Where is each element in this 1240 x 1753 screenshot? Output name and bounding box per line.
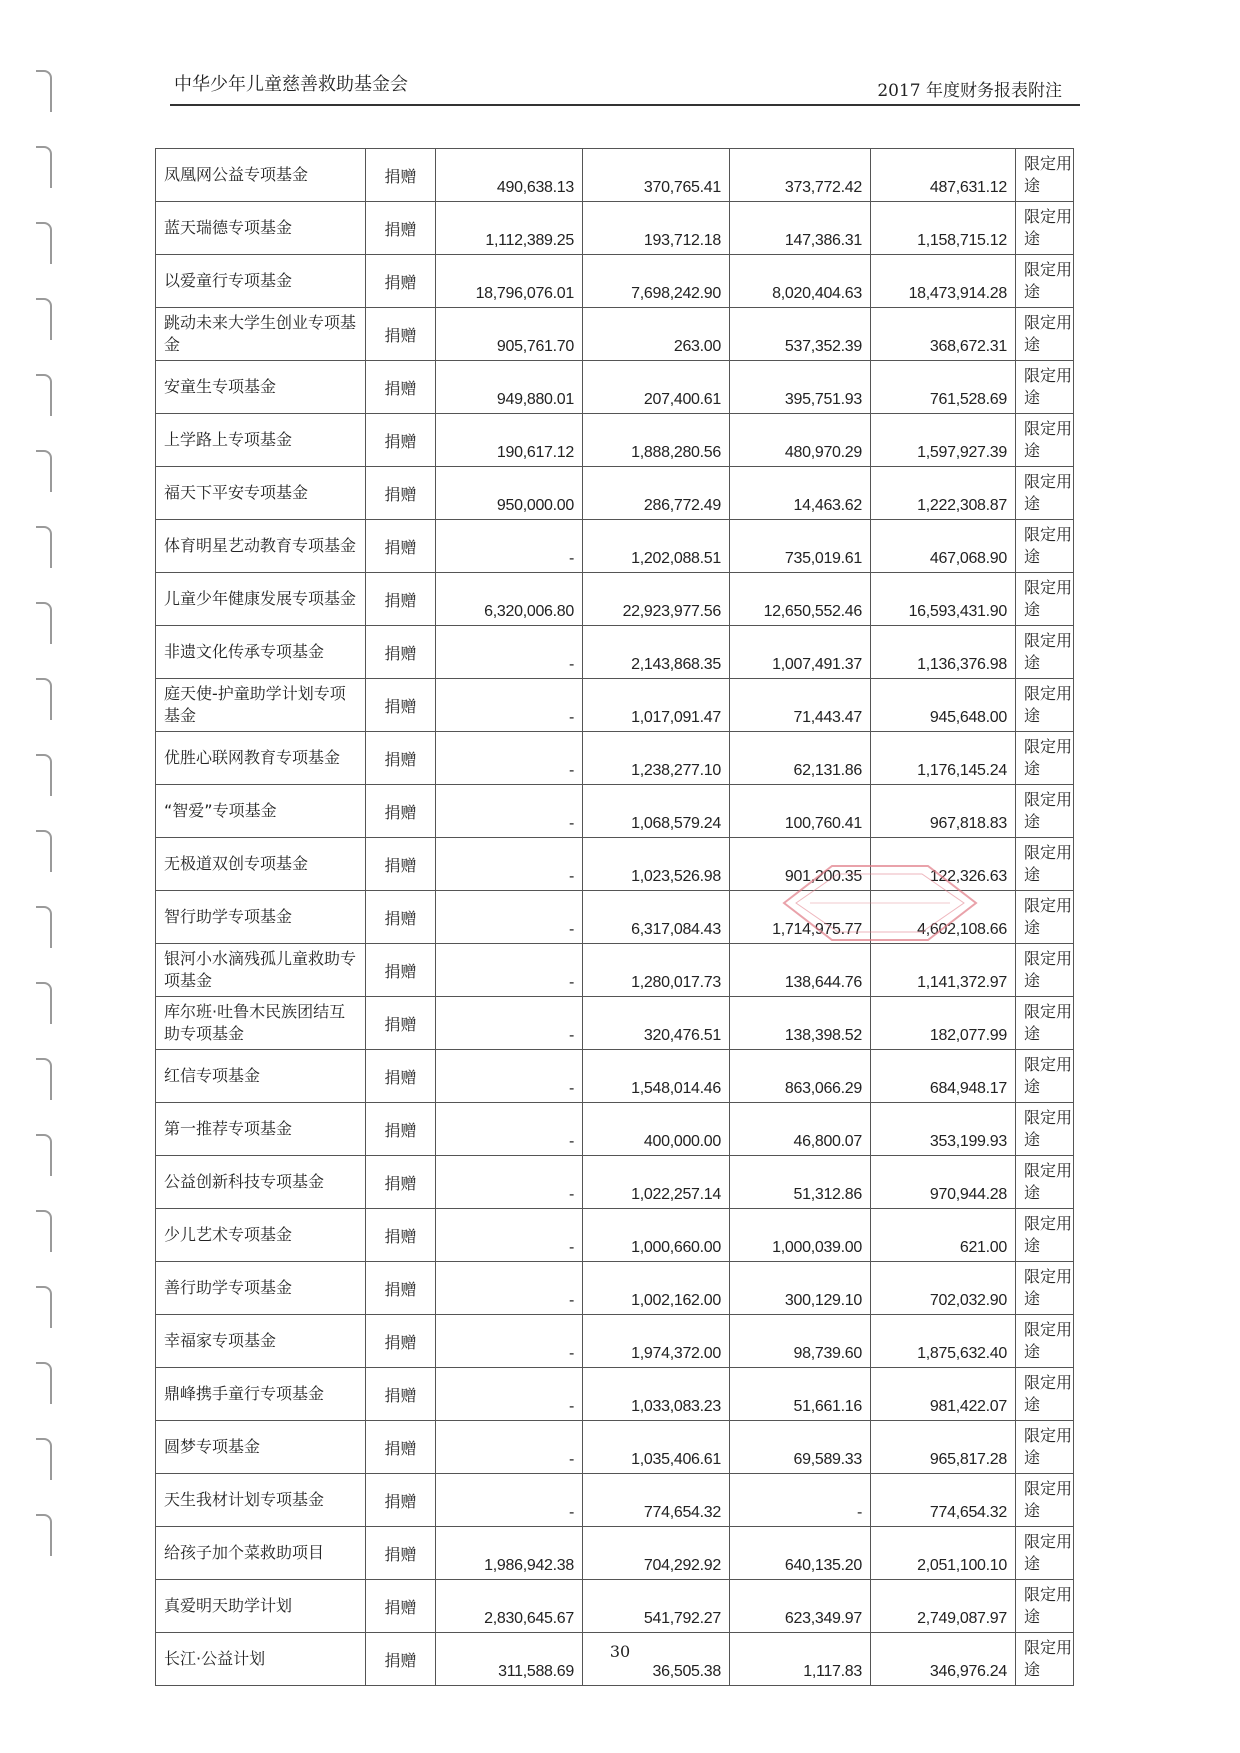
- fund-type-cell: 捐赠: [366, 1209, 436, 1262]
- restriction-cell: 限定用途: [1016, 679, 1074, 732]
- amount-cell-3: 480,970.29: [730, 414, 871, 467]
- amount-cell-3: 373,772.42: [730, 149, 871, 202]
- table-row: [156, 414, 1074, 467]
- restriction-cell: 限定用途: [1016, 1527, 1074, 1580]
- restriction-cell: 限定用途: [1016, 1156, 1074, 1209]
- restriction-cell: 限定用途: [1016, 1262, 1074, 1315]
- amount-cell-1: 905,761.70: [436, 308, 583, 361]
- binder-hole: [36, 1514, 52, 1556]
- amount-cell-3: 12,650,552.46: [730, 573, 871, 626]
- table-row: [156, 573, 1074, 626]
- amount-cell-4: 1,875,632.40: [871, 1315, 1016, 1368]
- binder-hole: [36, 1210, 52, 1252]
- table-row: [156, 149, 1074, 202]
- amount-cell-4: 2,051,100.10: [871, 1527, 1016, 1580]
- fund-type-cell: 捐赠: [366, 838, 436, 891]
- amount-cell-1: -: [436, 944, 583, 997]
- amount-cell-3: -: [730, 1474, 871, 1527]
- fund-name-cell: 跳动未来大学生创业专项基金: [156, 308, 366, 361]
- amount-cell-1: 490,638.13: [436, 149, 583, 202]
- amount-cell-2: 2,143,868.35: [583, 626, 730, 679]
- amount-cell-2: 1,017,091.47: [583, 679, 730, 732]
- amount-cell-4: 1,141,372.97: [871, 944, 1016, 997]
- fund-name-cell: 给孩子加个菜救助项目: [156, 1527, 366, 1580]
- binder-hole: [36, 906, 52, 948]
- restriction-cell: 限定用途: [1016, 838, 1074, 891]
- fund-type-cell: 捐赠: [366, 1633, 436, 1686]
- amount-cell-2: 400,000.00: [583, 1103, 730, 1156]
- amount-cell-1: -: [436, 679, 583, 732]
- binder-hole: [36, 602, 52, 644]
- fund-type-cell: 捐赠: [366, 202, 436, 255]
- amount-cell-4: 774,654.32: [871, 1474, 1016, 1527]
- fund-name-cell: 福天下平安专项基金: [156, 467, 366, 520]
- amount-cell-2: 193,712.18: [583, 202, 730, 255]
- amount-cell-1: 1,986,942.38: [436, 1527, 583, 1580]
- amount-cell-4: 702,032.90: [871, 1262, 1016, 1315]
- amount-cell-2: 22,923,977.56: [583, 573, 730, 626]
- amount-cell-3: 71,443.47: [730, 679, 871, 732]
- binder-hole: [36, 982, 52, 1024]
- amount-cell-3: 51,661.16: [730, 1368, 871, 1421]
- amount-cell-4: 487,631.12: [871, 149, 1016, 202]
- amount-cell-1: -: [436, 1368, 583, 1421]
- amount-cell-1: 6,320,006.80: [436, 573, 583, 626]
- fund-type-cell: 捐赠: [366, 997, 436, 1050]
- restriction-cell: 限定用途: [1016, 626, 1074, 679]
- amount-cell-1: -: [436, 626, 583, 679]
- restriction-cell: 限定用途: [1016, 149, 1074, 202]
- fund-name-cell: 鼎峰携手童行专项基金: [156, 1368, 366, 1421]
- amount-cell-4: 945,648.00: [871, 679, 1016, 732]
- binder-hole: [36, 1134, 52, 1176]
- table-row: [156, 1527, 1074, 1580]
- fund-name-cell: 第一推荐专项基金: [156, 1103, 366, 1156]
- amount-cell-2: 286,772.49: [583, 467, 730, 520]
- page-number: 30: [609, 1642, 631, 1661]
- amount-cell-2: 1,238,277.10: [583, 732, 730, 785]
- restriction-cell: 限定用途: [1016, 944, 1074, 997]
- fund-type-cell: 捐赠: [366, 1421, 436, 1474]
- amount-cell-3: 147,386.31: [730, 202, 871, 255]
- amount-cell-1: 190,617.12: [436, 414, 583, 467]
- restriction-cell: 限定用途: [1016, 414, 1074, 467]
- fund-type-cell: 捐赠: [366, 573, 436, 626]
- amount-cell-3: 537,352.39: [730, 308, 871, 361]
- fund-type-cell: 捐赠: [366, 1156, 436, 1209]
- amount-cell-4: 761,528.69: [871, 361, 1016, 414]
- restriction-cell: 限定用途: [1016, 1368, 1074, 1421]
- amount-cell-2: 263.00: [583, 308, 730, 361]
- amount-cell-4: 965,817.28: [871, 1421, 1016, 1474]
- amount-cell-2: 370,765.41: [583, 149, 730, 202]
- restriction-cell: 限定用途: [1016, 1209, 1074, 1262]
- amount-cell-4: 346,976.24: [871, 1633, 1016, 1686]
- binder-hole: [36, 678, 52, 720]
- restriction-cell: 限定用途: [1016, 361, 1074, 414]
- amount-cell-2: 1,000,660.00: [583, 1209, 730, 1262]
- amount-cell-4: 1,158,715.12: [871, 202, 1016, 255]
- amount-cell-3: 1,714,975.77: [730, 891, 871, 944]
- fund-name-cell: 真爱明天助学计划: [156, 1580, 366, 1633]
- amount-cell-1: 950,000.00: [436, 467, 583, 520]
- amount-cell-4: 970,944.28: [871, 1156, 1016, 1209]
- amount-cell-1: -: [436, 1209, 583, 1262]
- amount-cell-4: 2,749,087.97: [871, 1580, 1016, 1633]
- amount-cell-1: -: [436, 1315, 583, 1368]
- table-row: [156, 467, 1074, 520]
- table-row: [156, 1474, 1074, 1527]
- amount-cell-1: -: [436, 732, 583, 785]
- binder-hole: [36, 830, 52, 872]
- fund-type-cell: 捐赠: [366, 1050, 436, 1103]
- fund-type-cell: 捐赠: [366, 626, 436, 679]
- table-row: [156, 944, 1074, 997]
- amount-cell-4: 1,176,145.24: [871, 732, 1016, 785]
- fund-name-cell: 库尔班·吐鲁木民族团结互助专项基金: [156, 997, 366, 1050]
- amount-cell-2: 1,202,088.51: [583, 520, 730, 573]
- amount-cell-3: 98,739.60: [730, 1315, 871, 1368]
- amount-cell-4: 353,199.93: [871, 1103, 1016, 1156]
- amount-cell-4: 16,593,431.90: [871, 573, 1016, 626]
- table-row: [156, 997, 1074, 1050]
- binder-hole: [36, 374, 52, 416]
- fund-name-cell: 天生我材计划专项基金: [156, 1474, 366, 1527]
- table-row: [156, 520, 1074, 573]
- fund-name-cell: 圆梦专项基金: [156, 1421, 366, 1474]
- table-row: [156, 1209, 1074, 1262]
- restriction-cell: 限定用途: [1016, 732, 1074, 785]
- amount-cell-1: -: [436, 891, 583, 944]
- fund-name-cell: 少儿艺术专项基金: [156, 1209, 366, 1262]
- amount-cell-3: 14,463.62: [730, 467, 871, 520]
- amount-cell-3: 138,398.52: [730, 997, 871, 1050]
- amount-cell-1: 949,880.01: [436, 361, 583, 414]
- fund-type-cell: 捐赠: [366, 732, 436, 785]
- amount-cell-3: 1,117.83: [730, 1633, 871, 1686]
- amount-cell-4: 967,818.83: [871, 785, 1016, 838]
- amount-cell-3: 1,007,491.37: [730, 626, 871, 679]
- amount-cell-3: 1,000,039.00: [730, 1209, 871, 1262]
- amount-cell-4: 122,326.63: [871, 838, 1016, 891]
- amount-cell-3: 138,644.76: [730, 944, 871, 997]
- fund-name-cell: 幸福家专项基金: [156, 1315, 366, 1368]
- table-row: [156, 361, 1074, 414]
- fund-type-cell: 捐赠: [366, 467, 436, 520]
- amount-cell-2: 1,033,083.23: [583, 1368, 730, 1421]
- fund-type-cell: 捐赠: [366, 1315, 436, 1368]
- amount-cell-1: -: [436, 1421, 583, 1474]
- amount-cell-2: 6,317,084.43: [583, 891, 730, 944]
- organization-name: 中华少年儿童慈善救助基金会: [174, 74, 408, 95]
- fund-name-cell: 凤凰网公益专项基金: [156, 149, 366, 202]
- binder-hole: [36, 1058, 52, 1100]
- amount-cell-4: 1,136,376.98: [871, 626, 1016, 679]
- report-title: 2017 年度财务报表附注: [877, 81, 1062, 101]
- restriction-cell: 限定用途: [1016, 1050, 1074, 1103]
- amount-cell-3: 46,800.07: [730, 1103, 871, 1156]
- binder-hole: [36, 146, 52, 188]
- amount-cell-1: 2,830,645.67: [436, 1580, 583, 1633]
- amount-cell-1: -: [436, 838, 583, 891]
- amount-cell-3: 863,066.29: [730, 1050, 871, 1103]
- binder-hole: [36, 222, 52, 264]
- fund-type-cell: 捐赠: [366, 520, 436, 573]
- restriction-cell: 限定用途: [1016, 520, 1074, 573]
- amount-cell-3: 735,019.61: [730, 520, 871, 573]
- fund-name-cell: 上学路上专项基金: [156, 414, 366, 467]
- fund-name-cell: 无极道双创专项基金: [156, 838, 366, 891]
- fund-name-cell: 蓝天瑞德专项基金: [156, 202, 366, 255]
- binder-hole: [36, 1438, 52, 1480]
- fund-name-cell: 善行助学专项基金: [156, 1262, 366, 1315]
- restriction-cell: 限定用途: [1016, 255, 1074, 308]
- binder-hole: [36, 450, 52, 492]
- amount-cell-1: 1,112,389.25: [436, 202, 583, 255]
- fund-type-cell: 捐赠: [366, 149, 436, 202]
- restriction-cell: 限定用途: [1016, 573, 1074, 626]
- fund-name-cell: 银河小水滴残孤儿童救助专项基金: [156, 944, 366, 997]
- amount-cell-4: 621.00: [871, 1209, 1016, 1262]
- amount-cell-1: -: [436, 1474, 583, 1527]
- amount-cell-2: 1,022,257.14: [583, 1156, 730, 1209]
- amount-cell-3: 623,349.97: [730, 1580, 871, 1633]
- table-row: [156, 1262, 1074, 1315]
- amount-cell-3: 395,751.93: [730, 361, 871, 414]
- binder-holes: [28, 0, 58, 1753]
- amount-cell-2: 207,400.61: [583, 361, 730, 414]
- amount-cell-1: -: [436, 997, 583, 1050]
- amount-cell-3: 62,131.86: [730, 732, 871, 785]
- amount-cell-1: 311,588.69: [436, 1633, 583, 1686]
- amount-cell-3: 640,135.20: [730, 1527, 871, 1580]
- amount-cell-4: 467,068.90: [871, 520, 1016, 573]
- table-row: [156, 308, 1074, 361]
- amount-cell-4: 1,597,927.39: [871, 414, 1016, 467]
- amount-cell-1: -: [436, 520, 583, 573]
- table-row: [156, 1103, 1074, 1156]
- amount-cell-4: 18,473,914.28: [871, 255, 1016, 308]
- amount-cell-2: 1,974,372.00: [583, 1315, 730, 1368]
- amount-cell-4: 684,948.17: [871, 1050, 1016, 1103]
- amount-cell-4: 1,222,308.87: [871, 467, 1016, 520]
- amount-cell-3: 100,760.41: [730, 785, 871, 838]
- amount-cell-2: 1,280,017.73: [583, 944, 730, 997]
- fund-name-cell: 智行助学专项基金: [156, 891, 366, 944]
- amount-cell-2: 1,023,526.98: [583, 838, 730, 891]
- fund-type-cell: 捐赠: [366, 1474, 436, 1527]
- amount-cell-3: 69,589.33: [730, 1421, 871, 1474]
- fund-type-cell: 捐赠: [366, 891, 436, 944]
- fund-type-cell: 捐赠: [366, 1368, 436, 1421]
- fund-name-cell: “智爱”专项基金: [156, 785, 366, 838]
- amount-cell-2: 541,792.27: [583, 1580, 730, 1633]
- table-row: [156, 785, 1074, 838]
- table-row: [156, 1580, 1074, 1633]
- restriction-cell: 限定用途: [1016, 785, 1074, 838]
- fund-type-cell: 捐赠: [366, 785, 436, 838]
- binder-hole: [36, 70, 52, 112]
- fund-name-cell: 优胜心联网教育专项基金: [156, 732, 366, 785]
- table-row: [156, 1050, 1074, 1103]
- restriction-cell: 限定用途: [1016, 997, 1074, 1050]
- fund-name-cell: 安童生专项基金: [156, 361, 366, 414]
- amount-cell-4: 981,422.07: [871, 1368, 1016, 1421]
- table-row: [156, 202, 1074, 255]
- amount-cell-2: 320,476.51: [583, 997, 730, 1050]
- restriction-cell: 限定用途: [1016, 1633, 1074, 1686]
- restriction-cell: 限定用途: [1016, 891, 1074, 944]
- amount-cell-4: 4,602,108.66: [871, 891, 1016, 944]
- binder-hole: [36, 1286, 52, 1328]
- binder-hole: [36, 754, 52, 796]
- fund-name-cell: 公益创新科技专项基金: [156, 1156, 366, 1209]
- fund-name-cell: 体育明星艺动教育专项基金: [156, 520, 366, 573]
- restriction-cell: 限定用途: [1016, 467, 1074, 520]
- binder-hole: [36, 1362, 52, 1404]
- table-row: [156, 1368, 1074, 1421]
- fund-name-cell: 长江·公益计划: [156, 1633, 366, 1686]
- amount-cell-2: 1,888,280.56: [583, 414, 730, 467]
- fund-type-cell: 捐赠: [366, 679, 436, 732]
- amount-cell-3: 51,312.86: [730, 1156, 871, 1209]
- amount-cell-1: -: [436, 1103, 583, 1156]
- restriction-cell: 限定用途: [1016, 1580, 1074, 1633]
- amount-cell-2: 7,698,242.90: [583, 255, 730, 308]
- amount-cell-2: 1,002,162.00: [583, 1262, 730, 1315]
- amount-cell-2: 36,505.38: [583, 1633, 730, 1686]
- amount-cell-2: 774,654.32: [583, 1474, 730, 1527]
- table-row: [156, 1315, 1074, 1368]
- table-row: [156, 732, 1074, 785]
- fund-name-cell: 庭天使-护童助学计划专项基金: [156, 679, 366, 732]
- restriction-cell: 限定用途: [1016, 202, 1074, 255]
- fund-type-cell: 捐赠: [366, 944, 436, 997]
- table-row: [156, 891, 1074, 944]
- amount-cell-1: 18,796,076.01: [436, 255, 583, 308]
- restriction-cell: 限定用途: [1016, 1421, 1074, 1474]
- table-row: [156, 838, 1074, 891]
- fund-type-cell: 捐赠: [366, 308, 436, 361]
- amount-cell-4: 368,672.31: [871, 308, 1016, 361]
- fund-type-cell: 捐赠: [366, 1580, 436, 1633]
- table-row: [156, 1156, 1074, 1209]
- page-header: [170, 62, 1080, 106]
- amount-cell-2: 1,548,014.46: [583, 1050, 730, 1103]
- amount-cell-3: 8,020,404.63: [730, 255, 871, 308]
- fund-type-cell: 捐赠: [366, 414, 436, 467]
- fund-name-cell: 红信专项基金: [156, 1050, 366, 1103]
- table-row: [156, 679, 1074, 732]
- fund-name-cell: 非遗文化传承专项基金: [156, 626, 366, 679]
- restriction-cell: 限定用途: [1016, 1103, 1074, 1156]
- fund-type-cell: 捐赠: [366, 361, 436, 414]
- fund-type-cell: 捐赠: [366, 255, 436, 308]
- amount-cell-1: -: [436, 785, 583, 838]
- binder-hole: [36, 298, 52, 340]
- amount-cell-1: -: [436, 1156, 583, 1209]
- fund-type-cell: 捐赠: [366, 1527, 436, 1580]
- amount-cell-2: 1,035,406.61: [583, 1421, 730, 1474]
- amount-cell-1: -: [436, 1262, 583, 1315]
- table-row: [156, 255, 1074, 308]
- restriction-cell: 限定用途: [1016, 1474, 1074, 1527]
- amount-cell-3: 300,129.10: [730, 1262, 871, 1315]
- amount-cell-2: 1,068,579.24: [583, 785, 730, 838]
- fund-table: [155, 148, 1074, 1686]
- fund-name-cell: 以爱童行专项基金: [156, 255, 366, 308]
- table-row: [156, 1421, 1074, 1474]
- amount-cell-4: 182,077.99: [871, 997, 1016, 1050]
- amount-cell-1: -: [436, 1050, 583, 1103]
- restriction-cell: 限定用途: [1016, 308, 1074, 361]
- fund-type-cell: 捐赠: [366, 1103, 436, 1156]
- restriction-cell: 限定用途: [1016, 1315, 1074, 1368]
- amount-cell-3: 901,200.35: [730, 838, 871, 891]
- amount-cell-2: 704,292.92: [583, 1527, 730, 1580]
- binder-hole: [36, 526, 52, 568]
- table-row: [156, 626, 1074, 679]
- fund-name-cell: 儿童少年健康发展专项基金: [156, 573, 366, 626]
- fund-type-cell: 捐赠: [366, 1262, 436, 1315]
